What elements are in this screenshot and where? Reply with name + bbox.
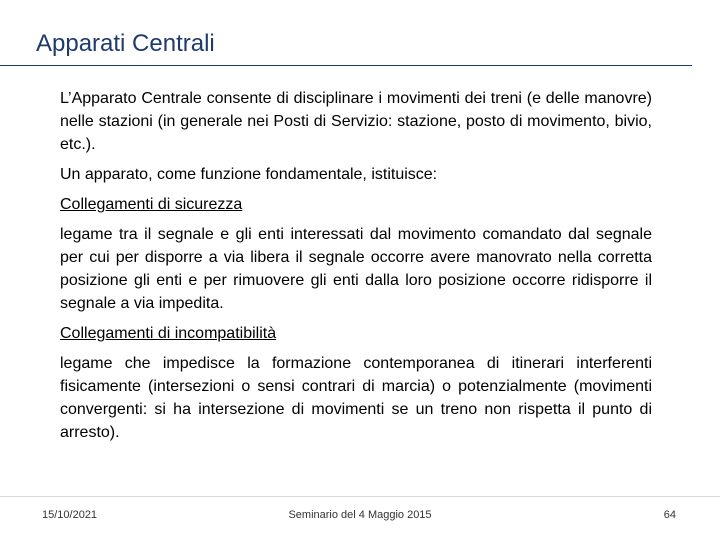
slide-footer <box>0 496 720 537</box>
section-text-safety-links: legame tra il segnale e gli enti interessati dal movimento comandato dal segnale per cui per disporre a via libera il segnale occorre avere manovrato nella corretta posizione gli enti e per rimuovere gli enti dalla loro posizione occorre ridisporre il segnale a via impedita. <box>60 226 652 312</box>
page-number: 64 <box>663 509 676 521</box>
intro-paragraph: L’Apparato Centrale consente di disciplinare i movimenti dei treni (e delle manovre) nelle stazioni (in generale nei Posti di Servizio: stazione, posto di movimento, bivio, etc.). <box>60 90 652 153</box>
section-heading-incompatibility-links: Collegamenti di incompatibilità <box>60 325 277 342</box>
title-divider <box>0 65 692 66</box>
footer-date: 15/10/2021 <box>42 509 98 521</box>
section-heading-safety-links: Collegamenti di sicurezza <box>60 196 243 213</box>
footer-center-text: Seminario del 4 Maggio 2015 <box>288 509 432 521</box>
slide-title: Apparati Centrali <box>36 30 215 57</box>
slide-content <box>60 87 652 451</box>
lead-paragraph: Un apparato, come funzione fondamentale, istituisce: <box>60 166 438 183</box>
section-text-incompatibility-links: legame che impedisce la formazione contemporanea di itinerari interferenti fisicamente (intersezioni o sensi contrari di marcia) o potenzialmente (movimenti convergenti: si ha intersezione di movimenti se un treno non rispetta il punto di arresto). <box>60 355 652 441</box>
